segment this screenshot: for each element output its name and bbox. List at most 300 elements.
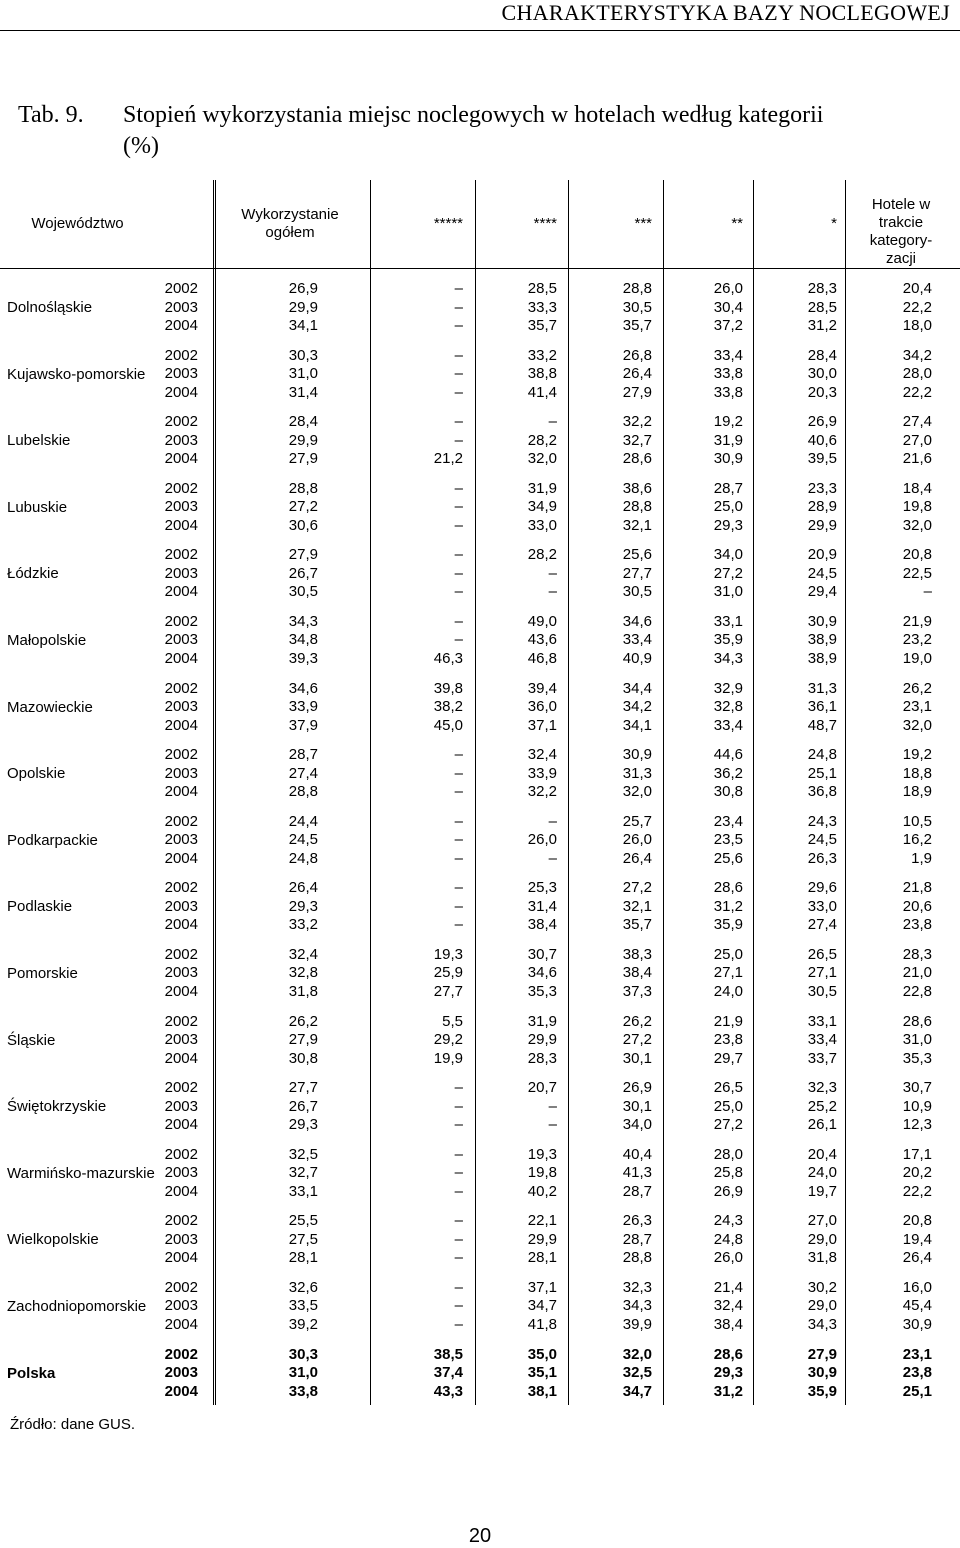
- total-cell: 27,9: [288, 546, 318, 564]
- 3-star-cell: 26,9: [622, 1079, 652, 1097]
- hotels-in-categorization-cell: 23,1: [902, 698, 932, 716]
- year-cell: 2003: [164, 831, 198, 849]
- 3-star-cell: 30,5: [622, 298, 652, 316]
- table-row: [0, 613, 960, 632]
- 2-star-cell: 31,0: [713, 583, 743, 601]
- region-name: Małopolskie: [7, 631, 87, 649]
- 5-star-cell: –: [454, 280, 463, 297]
- year-cell: 2004: [164, 1182, 198, 1200]
- total-cell: 26,7: [288, 564, 318, 582]
- 2-star-cell: 26,0: [713, 1249, 743, 1267]
- hotels-in-categorization-cell: 22,2: [902, 1182, 932, 1200]
- table-row: [0, 916, 960, 935]
- year-cell: 2004: [164, 317, 198, 334]
- 5-star-cell: 25,9: [433, 964, 463, 982]
- table-row: [0, 983, 960, 1002]
- 3-star-cell: 38,4: [622, 964, 652, 982]
- 3-star-cell: 34,4: [622, 679, 652, 697]
- total-cell: 30,6: [288, 516, 318, 534]
- table-row: [0, 1116, 960, 1135]
- 4-star-cell: 36,0: [527, 698, 557, 716]
- 2-star-cell: 33,4: [713, 346, 743, 364]
- 5-star-cell: 46,3: [433, 649, 463, 667]
- 2-star-cell: 27,2: [713, 1116, 743, 1134]
- 1-star-cell: 36,8: [807, 783, 837, 801]
- total-cell: 28,4: [288, 413, 318, 431]
- 1-star-cell: 32,3: [807, 1079, 837, 1097]
- year-cell: 2004: [164, 583, 198, 601]
- 2-star-cell: 38,4: [713, 1315, 743, 1333]
- 4-star-cell: 19,3: [527, 1145, 557, 1163]
- 4-star-cell: 38,4: [527, 916, 557, 934]
- year-cell: 2002: [164, 879, 198, 897]
- hotels-in-categorization-cell: 26,4: [902, 1249, 932, 1267]
- year-cell: 2004: [164, 849, 198, 867]
- 4-star-cell: 30,7: [527, 945, 557, 963]
- 4-star-cell: 28,2: [527, 546, 557, 564]
- 5-star-cell: 27,7: [433, 982, 463, 1000]
- 3-star-cell: 32,5: [622, 1364, 652, 1381]
- year-cell: 2002: [164, 280, 198, 297]
- 1-star-cell: 39,5: [807, 450, 837, 468]
- year-cell: 2004: [164, 1249, 198, 1267]
- total-cell: 26,9: [288, 280, 318, 297]
- 5-star-cell: –: [454, 583, 463, 601]
- year-cell: 2002: [164, 812, 198, 830]
- column-header-5-star: *****: [433, 215, 463, 232]
- hotels-in-categorization-cell: 27,0: [902, 431, 932, 449]
- hotels-in-categorization-cell: 17,1: [902, 1145, 932, 1163]
- total-cell: 25,5: [288, 1212, 318, 1230]
- hotels-in-categorization-cell: 18,8: [902, 764, 932, 782]
- 5-star-cell: 19,3: [433, 945, 463, 963]
- total-cell: 39,2: [288, 1315, 318, 1333]
- table-row: [0, 1164, 960, 1183]
- 1-star-cell: 26,9: [807, 413, 837, 431]
- 3-star-cell: 32,3: [622, 1278, 652, 1296]
- 3-star-cell: 40,9: [622, 649, 652, 667]
- 3-star-cell: 34,1: [622, 716, 652, 734]
- total-cell: 30,5: [288, 583, 318, 601]
- 1-star-cell: 26,5: [807, 945, 837, 963]
- total-cell: 29,9: [288, 298, 318, 316]
- hotels-in-categorization-cell: 18,4: [902, 479, 932, 497]
- 5-star-cell: 38,5: [433, 1345, 463, 1363]
- hotels-in-categorization-cell: 10,5: [902, 812, 932, 830]
- 5-star-cell: –: [454, 764, 463, 782]
- year-cell: 2004: [164, 716, 198, 734]
- 3-star-cell: 30,9: [622, 746, 652, 764]
- year-cell: 2002: [164, 945, 198, 963]
- table-row: [0, 850, 960, 869]
- table-row: [0, 1212, 960, 1231]
- 4-star-cell: 32,4: [527, 746, 557, 764]
- 3-star-cell: 33,4: [622, 631, 652, 649]
- 5-star-cell: 19,9: [433, 1049, 463, 1067]
- region-name: Pomorskie: [7, 964, 78, 982]
- region-name: Opolskie: [7, 765, 66, 783]
- 5-star-cell: –: [454, 1249, 463, 1267]
- table-row: [0, 698, 960, 717]
- 5-star-cell: –: [454, 831, 463, 849]
- 1-star-cell: 40,6: [807, 431, 837, 449]
- table-row: [0, 413, 960, 432]
- total-cell: 32,4: [288, 945, 318, 963]
- 4-star-cell: 31,4: [527, 897, 557, 915]
- 4-star-cell: 26,0: [527, 831, 557, 849]
- 1-star-cell: 30,9: [807, 1364, 837, 1381]
- 2-star-cell: 25,0: [713, 945, 743, 963]
- region-name: Świętokrzyskie: [7, 1098, 107, 1116]
- region-name: Zachodniopomorskie: [7, 1297, 147, 1315]
- hotels-in-categorization-cell: 21,6: [902, 450, 932, 468]
- 3-star-cell: 31,3: [622, 764, 652, 782]
- 5-star-cell: 29,2: [433, 1031, 463, 1049]
- hotels-in-categorization-cell: 16,0: [902, 1278, 932, 1296]
- 4-star-cell: 40,2: [527, 1182, 557, 1200]
- 1-star-cell: 25,1: [807, 764, 837, 782]
- 1-star-cell: 33,4: [807, 1031, 837, 1049]
- total-cell: 34,3: [288, 612, 318, 630]
- table-row: [0, 946, 960, 965]
- total-cell: 27,9: [288, 1031, 318, 1049]
- 3-star-cell: 26,3: [622, 1212, 652, 1230]
- 2-star-cell: 25,0: [713, 498, 743, 516]
- table-row: [0, 1098, 960, 1117]
- 2-star-cell: 30,8: [713, 783, 743, 801]
- 2-star-cell: 26,0: [713, 280, 743, 297]
- year-cell: 2003: [164, 897, 198, 915]
- total-cell: 33,5: [288, 1297, 318, 1315]
- total-cell: 26,7: [288, 1097, 318, 1115]
- 1-star-cell: 24,5: [807, 564, 837, 582]
- table-row: [0, 517, 960, 536]
- 4-star-cell: 46,8: [527, 649, 557, 667]
- table-row: [0, 717, 960, 736]
- region-name: Łódzkie: [7, 565, 59, 583]
- 3-star-cell: 26,0: [622, 831, 652, 849]
- hotels-in-categorization-cell: 21,8: [902, 879, 932, 897]
- 4-star-cell: –: [548, 849, 557, 867]
- year-cell: 2003: [164, 964, 198, 982]
- 2-star-cell: 31,2: [713, 897, 743, 915]
- 2-star-cell: 31,9: [713, 431, 743, 449]
- hotels-in-categorization-cell: 22,2: [902, 383, 932, 401]
- year-cell: 2004: [164, 516, 198, 534]
- table-row: [0, 565, 960, 584]
- hotels-in-categorization-cell: 34,2: [902, 346, 932, 364]
- hotels-in-categorization-cell: 18,9: [902, 783, 932, 801]
- 4-star-cell: –: [548, 1116, 557, 1134]
- table-row: [0, 1231, 960, 1250]
- total-cell: 27,2: [288, 498, 318, 516]
- column-header-total: Wykorzystanie ogółem: [241, 206, 339, 241]
- 3-star-cell: 25,6: [622, 546, 652, 564]
- 5-star-cell: –: [454, 1182, 463, 1200]
- 1-star-cell: 20,4: [807, 1145, 837, 1163]
- table-row: [0, 879, 960, 898]
- total-cell: 27,4: [288, 764, 318, 782]
- column-header-3-star: ***: [634, 215, 652, 232]
- 2-star-cell: 44,6: [713, 746, 743, 764]
- hotels-in-categorization-cell: 21,9: [902, 612, 932, 630]
- 3-star-cell: 30,5: [622, 583, 652, 601]
- table-row: [0, 365, 960, 384]
- table-row: [0, 480, 960, 499]
- 4-star-cell: –: [548, 413, 557, 431]
- 1-star-cell: 33,0: [807, 897, 837, 915]
- 4-star-cell: 49,0: [527, 612, 557, 630]
- region-group: [0, 1013, 960, 1080]
- table-label: Tab. 9.: [18, 102, 84, 128]
- hotels-in-categorization-cell: 35,3: [902, 1049, 932, 1067]
- 5-star-cell: –: [454, 498, 463, 516]
- hotels-in-categorization-cell: 18,0: [902, 317, 932, 334]
- hotels-in-categorization-cell: 25,1: [902, 1382, 932, 1400]
- region-name: Kujawsko-pomorskie: [7, 365, 146, 383]
- 1-star-cell: 30,2: [807, 1278, 837, 1296]
- table-row: [0, 964, 960, 983]
- hotels-in-categorization-cell: 28,0: [902, 365, 932, 383]
- region-name: Dolnośląskie: [7, 299, 93, 316]
- region-group: [0, 546, 960, 613]
- hotels-in-categorization-cell: 28,6: [902, 1012, 932, 1030]
- 4-star-cell: 35,1: [527, 1364, 557, 1381]
- total-cell: 26,2: [288, 1012, 318, 1030]
- year-cell: 2002: [164, 1345, 198, 1363]
- 1-star-cell: 24,0: [807, 1164, 837, 1182]
- column-header-4-star: ****: [533, 215, 557, 232]
- 4-star-cell: 34,7: [527, 1297, 557, 1315]
- hotels-in-categorization-cell: 31,0: [902, 1031, 932, 1049]
- table-row: [0, 450, 960, 469]
- hotels-in-categorization-cell: 30,9: [902, 1315, 932, 1333]
- 1-star-cell: 25,2: [807, 1097, 837, 1115]
- 2-star-cell: 34,3: [713, 649, 743, 667]
- table-row: [0, 347, 960, 366]
- 1-star-cell: 20,9: [807, 546, 837, 564]
- 2-star-cell: 24,8: [713, 1230, 743, 1248]
- total-cell: 33,2: [288, 916, 318, 934]
- 2-star-cell: 27,1: [713, 964, 743, 982]
- year-cell: 2004: [164, 783, 198, 801]
- year-cell: 2002: [164, 612, 198, 630]
- region-group: [0, 280, 960, 347]
- 3-star-cell: 28,8: [622, 280, 652, 297]
- 2-star-cell: 23,4: [713, 812, 743, 830]
- hotels-in-categorization-cell: 23,2: [902, 631, 932, 649]
- 1-star-cell: 28,3: [807, 280, 837, 297]
- 2-star-cell: 33,8: [713, 383, 743, 401]
- 5-star-cell: –: [454, 1145, 463, 1163]
- table-row: [0, 546, 960, 565]
- 4-star-cell: 22,1: [527, 1212, 557, 1230]
- table-body: [0, 280, 960, 1412]
- 1-star-cell: 30,5: [807, 982, 837, 1000]
- total-cell: 29,3: [288, 1116, 318, 1134]
- total-cell: 30,8: [288, 1049, 318, 1067]
- 4-star-cell: 33,3: [527, 298, 557, 316]
- 2-star-cell: 32,8: [713, 698, 743, 716]
- 4-star-cell: 20,7: [527, 1079, 557, 1097]
- year-cell: 2004: [164, 450, 198, 468]
- hotels-in-categorization-cell: 45,4: [902, 1297, 932, 1315]
- 3-star-cell: 25,7: [622, 812, 652, 830]
- 1-star-cell: 28,9: [807, 498, 837, 516]
- 5-star-cell: –: [454, 897, 463, 915]
- region-group: [0, 347, 960, 414]
- total-cell: 31,0: [288, 365, 318, 383]
- 1-star-cell: 35,9: [807, 1382, 837, 1400]
- total-cell: 28,7: [288, 746, 318, 764]
- 1-star-cell: 31,2: [807, 317, 837, 334]
- 2-star-cell: 29,3: [713, 516, 743, 534]
- total-cell: 32,5: [288, 1145, 318, 1163]
- year-cell: 2002: [164, 1145, 198, 1163]
- total-cell: 34,8: [288, 631, 318, 649]
- total-cell: 28,8: [288, 783, 318, 801]
- 2-star-cell: 21,4: [713, 1278, 743, 1296]
- 3-star-cell: 34,6: [622, 612, 652, 630]
- 5-star-cell: –: [454, 431, 463, 449]
- 4-star-cell: 19,8: [527, 1164, 557, 1182]
- 5-star-cell: –: [454, 346, 463, 364]
- region-group: [0, 1346, 960, 1413]
- 3-star-cell: 27,9: [622, 383, 652, 401]
- 5-star-cell: –: [454, 1297, 463, 1315]
- 3-star-cell: 26,2: [622, 1012, 652, 1030]
- 3-star-cell: 30,1: [622, 1097, 652, 1115]
- 1-star-cell: 33,7: [807, 1049, 837, 1067]
- region-group: [0, 480, 960, 547]
- 5-star-cell: –: [454, 1097, 463, 1115]
- region-name: Lubelskie: [7, 432, 71, 450]
- 2-star-cell: 23,8: [713, 1031, 743, 1049]
- 5-star-cell: –: [454, 298, 463, 316]
- column-header-hotels-in-categorization: Hotele w trakcie kategory-zacji: [869, 196, 933, 267]
- hotels-in-categorization-cell: 22,5: [902, 564, 932, 582]
- table-row: [0, 1031, 960, 1050]
- 3-star-cell: 34,3: [622, 1297, 652, 1315]
- table-row: [0, 498, 960, 517]
- 4-star-cell: 28,3: [527, 1049, 557, 1067]
- 1-star-cell: 27,9: [807, 1345, 837, 1363]
- 4-star-cell: 29,9: [527, 1230, 557, 1248]
- 3-star-cell: 27,2: [622, 1031, 652, 1049]
- 4-star-cell: 35,0: [527, 1345, 557, 1363]
- 2-star-cell: 32,9: [713, 679, 743, 697]
- 1-star-cell: 38,9: [807, 631, 837, 649]
- year-cell: 2002: [164, 679, 198, 697]
- table-row: [0, 783, 960, 802]
- 4-star-cell: 43,6: [527, 631, 557, 649]
- table-row: [0, 299, 960, 318]
- year-cell: 2002: [164, 1012, 198, 1030]
- table-row: [0, 1249, 960, 1268]
- year-cell: 2004: [164, 982, 198, 1000]
- table-row: [0, 384, 960, 403]
- 2-star-cell: 25,0: [713, 1097, 743, 1115]
- total-cell: 27,5: [288, 1230, 318, 1248]
- total-cell: 34,6: [288, 679, 318, 697]
- hotels-in-categorization-cell: 19,8: [902, 498, 932, 516]
- 4-star-cell: 35,7: [527, 317, 557, 334]
- region-name: Warmińsko-mazurskie: [7, 1164, 155, 1182]
- total-cell: 28,8: [288, 479, 318, 497]
- hotels-in-categorization-cell: 20,6: [902, 897, 932, 915]
- 2-star-cell: 33,8: [713, 365, 743, 383]
- hotels-in-categorization-cell: 21,0: [902, 964, 932, 982]
- 5-star-cell: –: [454, 1164, 463, 1182]
- region-name: Wielkopolskie: [7, 1231, 99, 1249]
- year-cell: 2004: [164, 916, 198, 934]
- year-cell: 2003: [164, 1097, 198, 1115]
- source-note: Źródło: dane GUS.: [10, 1416, 136, 1433]
- year-cell: 2003: [164, 764, 198, 782]
- hotels-in-categorization-cell: –: [923, 583, 932, 601]
- 2-star-cell: 33,1: [713, 612, 743, 630]
- 1-star-cell: 31,8: [807, 1249, 837, 1267]
- hotels-in-categorization-cell: 20,4: [902, 280, 932, 297]
- hotels-in-categorization-cell: 19,0: [902, 649, 932, 667]
- 1-star-cell: 20,3: [807, 383, 837, 401]
- 3-star-cell: 37,3: [622, 982, 652, 1000]
- 5-star-cell: –: [454, 564, 463, 582]
- 1-star-cell: 28,4: [807, 346, 837, 364]
- 3-star-cell: 32,2: [622, 413, 652, 431]
- 1-star-cell: 29,9: [807, 516, 837, 534]
- year-cell: 2004: [164, 1049, 198, 1067]
- 2-star-cell: 37,2: [713, 317, 743, 334]
- 2-star-cell: 25,6: [713, 849, 743, 867]
- 5-star-cell: –: [454, 365, 463, 383]
- 5-star-cell: –: [454, 413, 463, 431]
- 4-star-cell: 32,2: [527, 783, 557, 801]
- year-cell: 2002: [164, 1079, 198, 1097]
- 1-star-cell: 31,3: [807, 679, 837, 697]
- 5-star-cell: –: [454, 1079, 463, 1097]
- table-row: [0, 631, 960, 650]
- region-name: Polska: [7, 1364, 56, 1382]
- 2-star-cell: 35,9: [713, 631, 743, 649]
- 5-star-cell: –: [454, 746, 463, 764]
- 4-star-cell: 29,9: [527, 1031, 557, 1049]
- 3-star-cell: 40,4: [622, 1145, 652, 1163]
- hotels-in-categorization-cell: 23,8: [902, 1364, 932, 1381]
- 3-star-cell: 32,0: [622, 1345, 652, 1363]
- 2-star-cell: 29,7: [713, 1049, 743, 1067]
- year-cell: 2002: [164, 546, 198, 564]
- 2-star-cell: 34,0: [713, 546, 743, 564]
- 2-star-cell: 28,0: [713, 1145, 743, 1163]
- 1-star-cell: 33,1: [807, 1012, 837, 1030]
- 3-star-cell: 34,0: [622, 1116, 652, 1134]
- 1-star-cell: 26,3: [807, 849, 837, 867]
- region-name: Lubuskie: [7, 498, 68, 516]
- 5-star-cell: –: [454, 812, 463, 830]
- 3-star-cell: 27,2: [622, 879, 652, 897]
- column-header-1-star: *: [831, 215, 837, 232]
- total-cell: 32,7: [288, 1164, 318, 1182]
- 2-star-cell: 28,6: [713, 879, 743, 897]
- hotels-in-categorization-cell: 23,8: [902, 916, 932, 934]
- total-cell: 33,9: [288, 698, 318, 716]
- 2-star-cell: 25,8: [713, 1164, 743, 1182]
- 5-star-cell: –: [454, 317, 463, 334]
- 2-star-cell: 29,3: [713, 1364, 743, 1381]
- year-cell: 2002: [164, 1278, 198, 1296]
- year-cell: 2003: [164, 298, 198, 316]
